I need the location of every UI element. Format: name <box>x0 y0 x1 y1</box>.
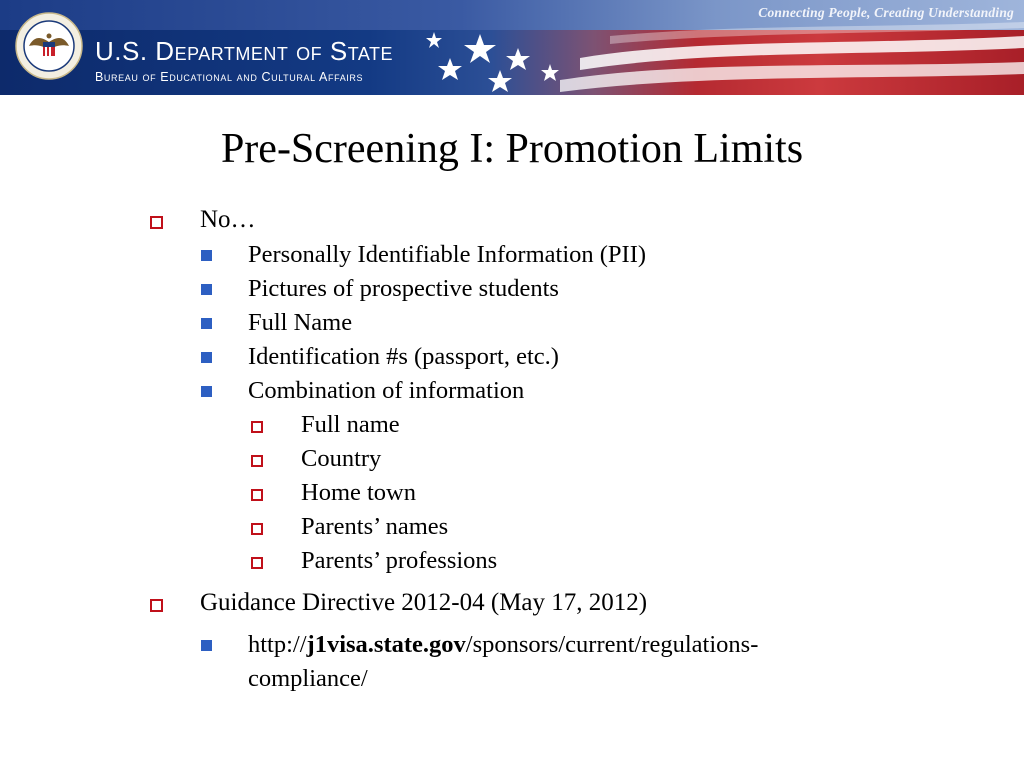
stars-graphic <box>420 30 580 95</box>
level2-bullet-icon <box>201 318 212 329</box>
level1-bullet-icon <box>150 599 163 612</box>
level3-bullet-icon <box>251 489 263 501</box>
bullet-item: Full name <box>301 411 400 438</box>
bullet-item: Parents’ professions <box>301 547 498 574</box>
bullet-item: Country <box>301 445 382 472</box>
level2-bullet-icon <box>201 250 212 261</box>
bullet-item: Parents’ names <box>301 513 449 540</box>
header-banner <box>0 0 1024 95</box>
department-name: U.S. Department of State <box>95 36 394 66</box>
level3-bullet-icon <box>251 455 263 467</box>
bullet-item: Full Name <box>248 309 353 336</box>
level2-bullet-icon <box>201 640 212 651</box>
level2-bullet-icon <box>201 386 212 397</box>
bullet-item: No… <box>200 206 256 233</box>
link-domain: j1visa.state.gov <box>306 631 466 658</box>
directive-link-continuation[interactable]: compliance/ <box>248 665 368 692</box>
link-path: /sponsors/current/regulations- <box>465 631 759 658</box>
bureau-name: Bureau of Educational and Cultural Affairs <box>95 70 364 84</box>
level3-bullet-icon <box>251 557 263 569</box>
flag-stripes-graphic <box>520 18 1024 95</box>
bullet-item: Home town <box>301 479 416 506</box>
slide-title: Pre-Screening I: Promotion Limits <box>220 126 804 172</box>
banner-tagline: Connecting People, Creating Understanding <box>758 5 1014 20</box>
bullet-item: Personally Identifiable Information (PII) <box>248 241 647 268</box>
level2-bullet-icon <box>201 352 212 363</box>
directive-link[interactable] <box>248 631 758 659</box>
bullet-item: Identification #s (passport, etc.) <box>248 343 559 370</box>
bullet-item: Pictures of prospective students <box>248 275 559 302</box>
bullet-item: Combination of information <box>248 377 525 404</box>
level3-bullet-icon <box>251 421 263 433</box>
link-prefix: http:// <box>248 631 307 658</box>
bullet-item: Guidance Directive 2012-04 (May 17, 2012) <box>200 589 648 616</box>
department-of-state-seal-icon <box>15 12 83 80</box>
level2-bullet-icon <box>201 284 212 295</box>
level3-bullet-icon <box>251 523 263 535</box>
level1-bullet-icon <box>150 216 163 229</box>
